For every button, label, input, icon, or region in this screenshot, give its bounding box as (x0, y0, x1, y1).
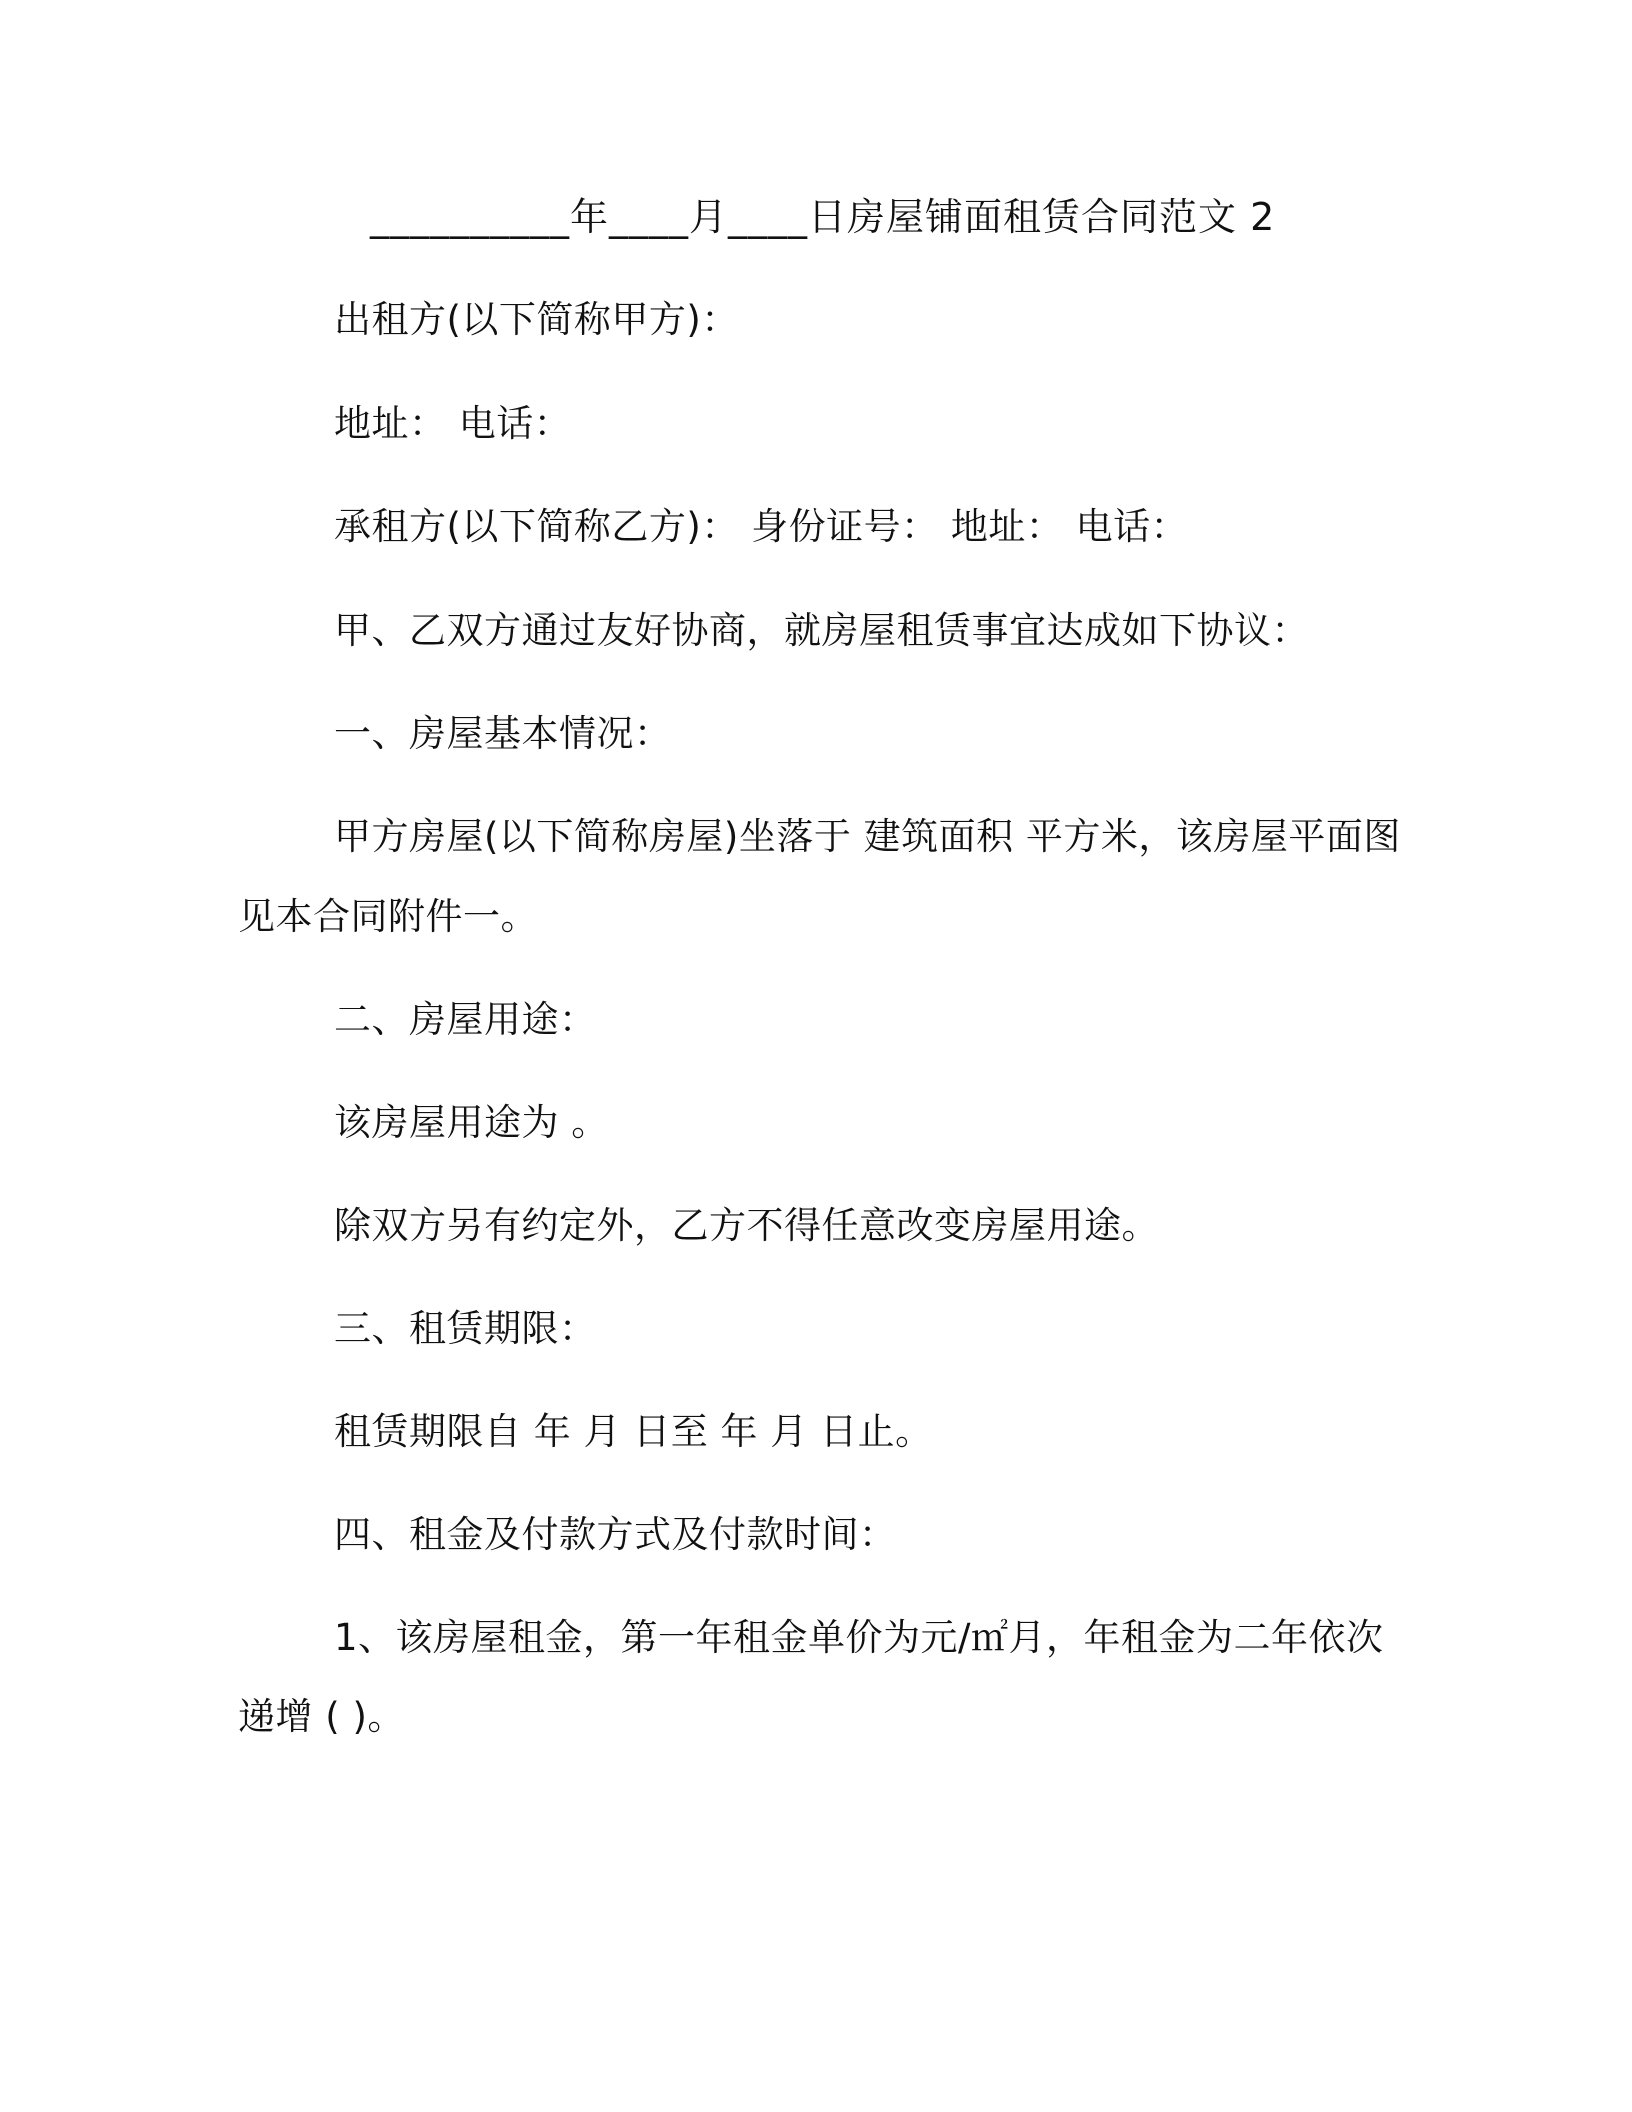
lease-term: 租赁期限自 年 月 日至 年 月 日止。 (334, 1410, 933, 1453)
usage-restriction: 除双方另有约定外，乙方不得任意改变房屋用途。 (334, 1204, 1159, 1247)
document-title: __________年____月____日房屋铺面租赁合同范文 2 (370, 195, 1276, 239)
section-heading-1: 一、房屋基本情况： (334, 712, 672, 755)
lessee-line: 承租方(以下简称乙方)： 身份证号： 地址： 电话： (334, 505, 1189, 548)
property-usage: 该房屋用途为 。 (334, 1101, 609, 1144)
section-heading-2: 二、房屋用途： (334, 998, 597, 1041)
property-description: 甲方房屋(以下简称房屋)坐落于 建筑面积 平方米，该房屋平面图 (334, 815, 1401, 858)
section-heading-4: 四、租金及付款方式及付款时间： (334, 1513, 897, 1556)
rent-clause-cont: 递增 ( )。 (238, 1695, 405, 1738)
property-description-cont: 见本合同附件一。 (238, 895, 538, 938)
lessor-contact-line: 地址： 电话： (334, 402, 572, 445)
agreement-intro: 甲、乙双方通过友好协商，就房屋租赁事宜达成如下协议： (334, 609, 1309, 652)
lessor-line: 出租方(以下简称甲方)： (334, 298, 739, 341)
rent-clause: 1、该房屋租金，第一年租金单价为元/㎡月，年租金为二年依次 (334, 1616, 1384, 1659)
section-heading-3: 三、租赁期限： (334, 1307, 597, 1350)
